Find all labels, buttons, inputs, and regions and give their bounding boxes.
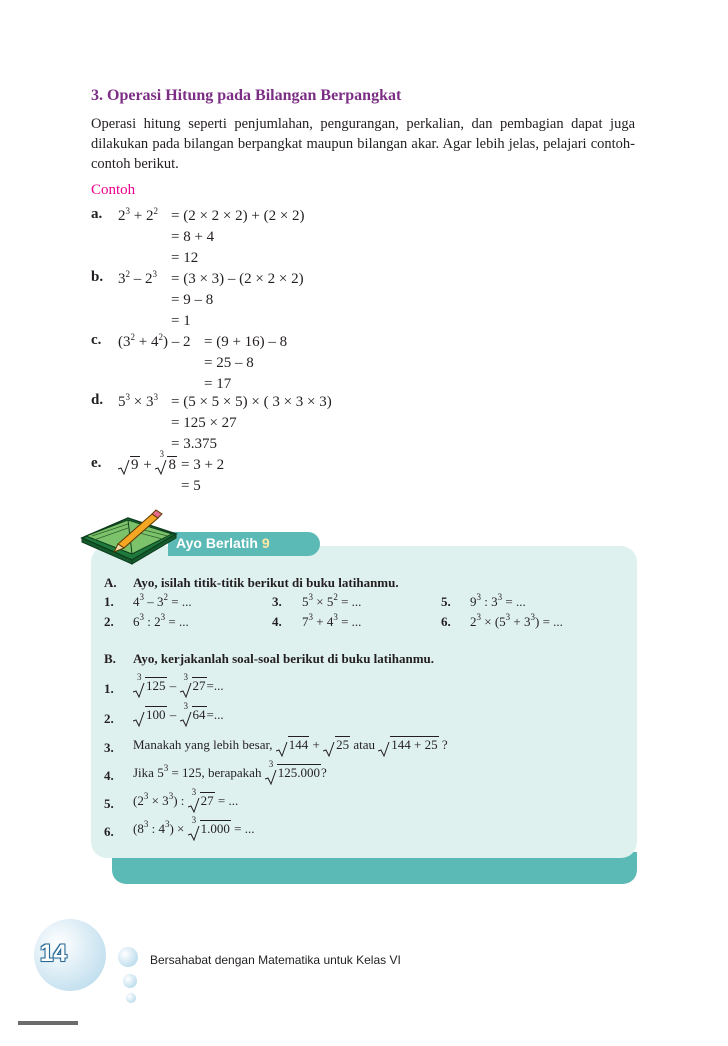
example-step: = 12	[171, 250, 199, 266]
example-expression: $2^3 + 2^2$	[118, 206, 158, 224]
example-step: = (3 × 3) – (2 × 2 × 2)	[171, 271, 304, 287]
item-number: 3.	[104, 740, 114, 755]
exercise-box	[91, 546, 637, 858]
item-expression: 3 125 – 3 27=...	[133, 678, 224, 694]
example-expression: $(3^2 + 4^2) - 2$	[118, 332, 191, 350]
page-number: 14	[40, 940, 67, 967]
item-number: 2.	[104, 711, 114, 726]
footer-book-title: Bersahabat dengan Matematika untuk Kelas VI	[150, 953, 401, 967]
example-step: = 25 – 8	[204, 355, 254, 371]
partA-instruction: Ayo, isilah titik-titik berikut di buku latihanmu.	[133, 575, 399, 590]
partB-instruction: Ayo, kerjakanlah soal-soal berikut di buku latihanmu.	[133, 651, 434, 666]
partA-label: A.	[104, 575, 117, 590]
section-title: 3. Operasi Hitung pada Bilangan Berpangkat	[91, 87, 402, 104]
item-expression: ($8^3$ : $4^3$) × 3 1.000 = ...	[133, 821, 254, 837]
item-expression: $4^3 - 3^2$ = ...	[133, 592, 192, 609]
item-number: 1.	[104, 681, 114, 696]
example-step: = 125 × 27	[171, 415, 237, 431]
item-number: 2.	[104, 614, 114, 629]
example-label: c.	[91, 332, 102, 348]
example-step: = (5 × 5 × 5) × ( 3 × 3 × 3)	[171, 394, 332, 410]
item-number: 4.	[104, 768, 114, 783]
example-step: = 9 – 8	[171, 292, 214, 308]
cbrt-8: 3 8	[155, 455, 177, 475]
item-number: 6.	[104, 824, 114, 839]
item-number: 4.	[272, 614, 282, 629]
item-expression: 100 – 3 64=...	[133, 707, 224, 723]
exercise-heading: Ayo Berlatih 9	[176, 535, 270, 551]
sqrt-9: 9	[118, 455, 140, 475]
example-expression: $5^3 \times 3^3$	[118, 392, 158, 410]
item-number: 5.	[104, 796, 114, 811]
item-expression: Manakah yang lebih besar, 144 + 25 atau 144 + 25 ?	[133, 737, 448, 753]
example-step: = 3.375	[171, 436, 217, 452]
example-expression: 9 + 3 8	[118, 455, 177, 475]
item-number: 3.	[272, 594, 282, 609]
item-expression: $7^3 + 4^3$ = ...	[302, 612, 362, 629]
partB-label: B.	[104, 651, 116, 666]
example-step: = 17	[204, 376, 232, 392]
item-expression: $(2^3 \times 3^3)$ : 3 27 = ...	[133, 793, 238, 809]
item-expression: $5^3 \times 5^2$ = ...	[302, 592, 362, 609]
book-pencil-icon	[78, 508, 182, 566]
item-expression: $6^3$ : $2^3$ = ...	[133, 612, 189, 629]
example-step: = (9 + 16) – 8	[204, 334, 288, 350]
intro-paragraph: Operasi hitung seperti penjumlahan, pengurangan, perkalian, dan pembagian dapat juga dilakukan pada bilangan berpangkat maupun bilangan akar. Agar lebih jelas, pelajari contoh-contoh berikut.	[91, 116, 635, 172]
item-expression: $2^3 \times (5^3 + 3^3)$ = ...	[470, 612, 563, 629]
example-step: = 5	[181, 478, 201, 494]
example-label: d.	[91, 392, 104, 408]
item-expression: Jika $5^3 = 125$, berapakah 3 125.000?	[133, 765, 327, 781]
example-step: = (2 × 2 × 2) + (2 × 2)	[171, 208, 305, 224]
example-label: e.	[91, 455, 102, 471]
example-label: b.	[91, 269, 104, 285]
example-step: = 8 + 4	[171, 229, 215, 245]
item-expression: $9^3$ : $3^3$ = ...	[470, 592, 526, 609]
example-step: = 3 + 2	[181, 457, 225, 473]
example-label: a.	[91, 206, 103, 222]
contoh-label: Contoh	[91, 182, 136, 198]
example-expression: $3^2 - 2^3$	[118, 269, 157, 287]
item-number: 1.	[104, 594, 114, 609]
item-number: 6.	[441, 614, 451, 629]
item-number: 5.	[441, 594, 451, 609]
bubble-decoration-icon	[18, 915, 168, 1025]
example-step: = 1	[171, 313, 191, 329]
